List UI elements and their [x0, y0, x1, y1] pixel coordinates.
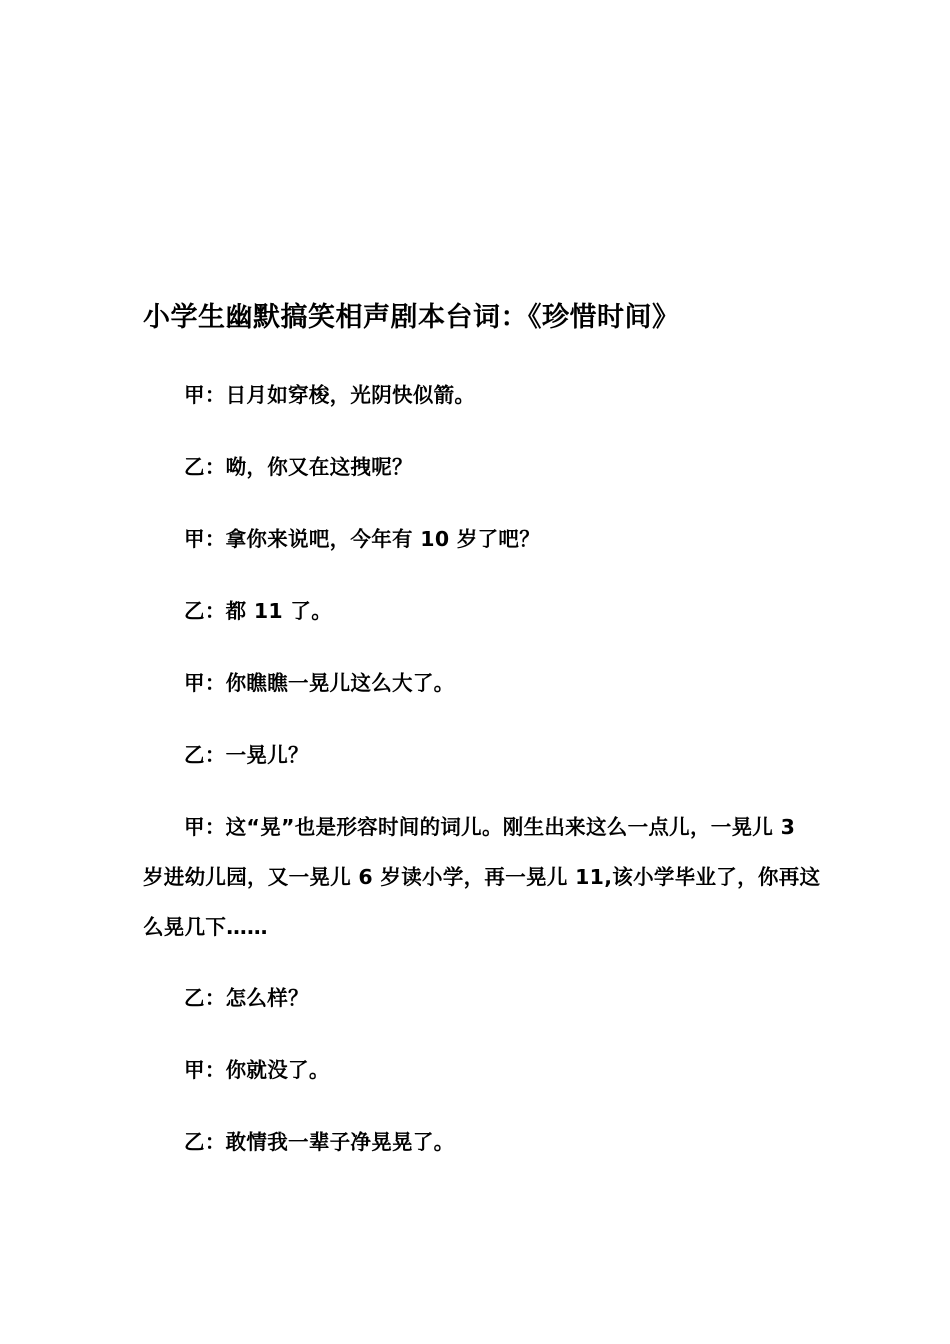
- dialogue-line-7: [143, 802, 823, 952]
- speaker-label: 乙: [184, 599, 205, 623]
- dialogue-line-3: [143, 514, 823, 564]
- dialogue-text: 你就没了。: [225, 1058, 330, 1082]
- speaker-colon: ：: [204, 986, 226, 1010]
- dialogue-text: 拿你来说吧，今年有 10 岁了吧？: [225, 527, 541, 551]
- dialogue-text: 呦，你又在这拽呢？: [225, 455, 413, 479]
- dialogue-line-5: [143, 658, 823, 708]
- dialogue-text: 都 11 了。: [225, 599, 333, 623]
- speaker-label: 乙: [184, 1130, 205, 1154]
- speaker-label: 甲: [184, 815, 205, 839]
- dialogue-line-6: [143, 730, 823, 780]
- dialogue-line-10: [143, 1117, 823, 1167]
- speaker-label: 甲: [184, 527, 205, 551]
- speaker-label: 甲: [184, 671, 205, 695]
- dialogue-text: 敢情我一辈子净晃晃了。: [225, 1130, 455, 1154]
- speaker-colon: ：: [204, 671, 226, 695]
- dialogue-line-2: [143, 442, 823, 492]
- dialogue-text: 这“晃”也是形容时间的词儿。刚生出来这么一点儿，一晃儿 3 岁进幼儿园，又一晃儿 6 岁读小学，再一晃儿 11,该小学毕业了，你再这么晃几下……: [143, 815, 821, 939]
- dialogue-text: 怎么样？: [225, 986, 309, 1010]
- speaker-colon: ：: [204, 1058, 226, 1082]
- dialogue-text: 一晃儿？: [225, 743, 309, 767]
- speaker-colon: ：: [204, 599, 226, 623]
- dialogue-text: 你瞧瞧一晃儿这么大了。: [225, 671, 455, 695]
- document-title: 小学生幽默搞笑相声剧本台词：《珍惜时间》: [143, 302, 680, 333]
- dialogue-line-4: [143, 586, 823, 636]
- dialogue-line-1: [143, 370, 823, 420]
- speaker-colon: ：: [204, 1130, 226, 1154]
- dialogue-line-9: [143, 1045, 823, 1095]
- dialogue-line-8: [143, 973, 823, 1023]
- speaker-label: 乙: [184, 455, 205, 479]
- dialogue-text: 日月如穿梭，光阴快似箭。: [225, 383, 476, 407]
- speaker-colon: ：: [204, 743, 226, 767]
- speaker-colon: ：: [204, 815, 226, 839]
- speaker-colon: ：: [204, 527, 226, 551]
- speaker-label: 乙: [184, 743, 205, 767]
- speaker-label: 甲: [184, 383, 205, 407]
- speaker-label: 乙: [184, 986, 205, 1010]
- speaker-label: 甲: [184, 1058, 205, 1082]
- speaker-colon: ：: [204, 455, 226, 479]
- speaker-colon: ：: [204, 383, 226, 407]
